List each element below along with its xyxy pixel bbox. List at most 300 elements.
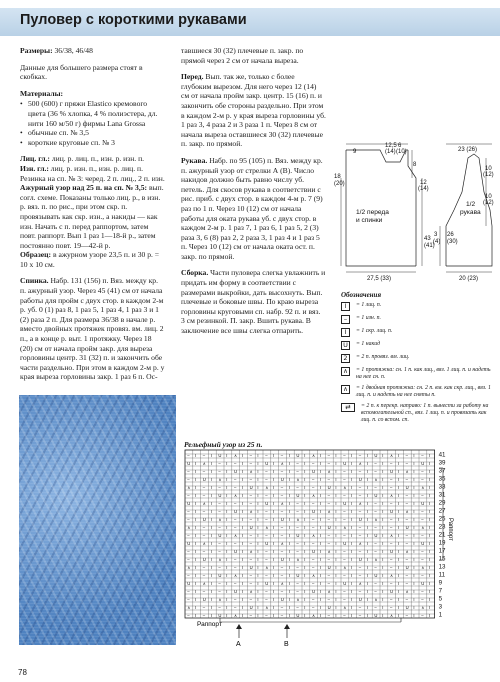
dim-top-a2: (14)	[385, 149, 396, 155]
chart-cell-symbol: I	[241, 573, 243, 578]
chart-cell-symbol: I	[226, 589, 228, 594]
chart-cell-symbol: I	[382, 501, 384, 506]
chart-cell-symbol: ∧	[202, 541, 206, 546]
knit-symbol-icon: I	[341, 302, 350, 311]
dim-top-left: 9	[353, 149, 357, 155]
sleeve-dim-r2: 10	[485, 194, 492, 200]
chart-cell-symbol: –	[343, 453, 346, 458]
chart-cell-symbol: I	[195, 477, 197, 482]
chart-cell-symbol: –	[296, 525, 299, 530]
chart-cell-symbol: –	[343, 549, 346, 554]
chart-cell-symbol: –	[296, 461, 299, 466]
chart-cell-symbol: I	[273, 581, 275, 586]
sleeve-dim-r1: 10	[485, 166, 492, 172]
chart-cell-symbol: –	[280, 469, 284, 474]
chart-cell-symbol: –	[280, 485, 284, 490]
chart-cell-symbol: –	[265, 477, 268, 482]
chart-cell-symbol: U	[249, 485, 253, 490]
chart-cell-symbol: –	[249, 613, 252, 618]
chart-row-number: 15	[438, 555, 446, 563]
chart-cell-symbol: ∧	[296, 517, 300, 522]
dim-bottom: 27,5 (33)	[367, 276, 392, 282]
chart-cell-symbol: ∧	[187, 485, 191, 490]
chart-cell-symbol: –	[265, 509, 268, 514]
chart-cell-symbol: –	[312, 541, 315, 546]
chart-cell-symbol: I	[335, 533, 337, 538]
chart-cell-symbol: I	[429, 541, 431, 546]
chart-cell-symbol: I	[226, 533, 228, 538]
chart-row-number: 17	[438, 547, 446, 555]
chart-cell-symbol: –	[265, 557, 268, 562]
chart-cell-symbol: –	[234, 461, 237, 466]
chart-row-number: 7	[438, 587, 443, 595]
chart-cell-symbol: ∧	[390, 533, 394, 538]
chart-cell-symbol: –	[234, 597, 237, 602]
chart-cell-symbol: I	[413, 541, 415, 546]
chart-cell-symbol: I	[210, 597, 212, 602]
chart-cell-symbol: I	[273, 501, 275, 506]
chart-cell-symbol: I	[288, 469, 290, 474]
chart-cell-symbol: I	[319, 533, 321, 538]
chart-cell-symbol: I	[319, 605, 321, 610]
chart-cell-symbol: ∧	[280, 541, 284, 546]
chart-cell-symbol: –	[265, 573, 268, 578]
assembly-label: Сборка.	[181, 268, 209, 278]
chart-row-number: 23	[438, 523, 446, 531]
chart-row-number: 3	[438, 603, 443, 611]
chart-cell-symbol: –	[249, 581, 252, 586]
chart-cell-symbol: I	[319, 453, 321, 458]
chart-cell-symbol: ∧	[249, 549, 253, 554]
chart-cell-symbol: I	[257, 573, 259, 578]
chart-cell-symbol: I	[273, 613, 275, 618]
body-center-label: 1/2 переда	[356, 209, 389, 216]
chart-cell-symbol: I	[210, 581, 212, 586]
chart-cell-symbol: I	[288, 573, 290, 578]
chart-cell-symbol: I	[366, 461, 368, 466]
chart-cell-symbol: –	[327, 493, 330, 498]
chart-cell-symbol: I	[397, 469, 399, 474]
chart-cell-symbol: I	[210, 573, 212, 578]
chart-cell-symbol: I	[273, 493, 275, 498]
chart-cell-symbol: –	[202, 469, 206, 474]
chart-cell-symbol: I	[288, 485, 290, 490]
chart-cell-symbol: I	[351, 477, 353, 482]
chart-cell-symbol: ∧	[280, 461, 284, 466]
chart-cell-symbol: U	[343, 501, 347, 506]
chart-cell-symbol: I	[382, 509, 384, 514]
chart-cell-symbol: I	[304, 525, 306, 530]
chart-cell-symbol: –	[421, 493, 424, 498]
chart-cell-symbol: –	[249, 493, 252, 498]
chart-cell-symbol: –	[249, 541, 252, 546]
chart-cell-symbol: –	[234, 581, 237, 586]
chart-cell-symbol: I	[429, 469, 431, 474]
chart-cell-symbol: I	[429, 549, 431, 554]
chart-cell-symbol: I	[304, 493, 306, 498]
chart-cell-symbol: I	[335, 485, 337, 490]
chart-cell-symbol: –	[421, 453, 424, 458]
chart-cell-symbol: I	[319, 549, 321, 554]
chart-cell-symbol: I	[226, 581, 228, 586]
chart-cell-symbol: I	[195, 573, 197, 578]
chart-cell-symbol: ∧	[374, 517, 378, 522]
chart-cell-symbol: U	[265, 541, 269, 546]
double-decrease-symbol-icon: ∧	[341, 385, 350, 394]
chart-cell-symbol: –	[249, 533, 252, 538]
chart-cell-symbol: I	[382, 549, 384, 554]
chart-cell-symbol: I	[429, 581, 431, 586]
chart-cell-symbol: I	[335, 557, 337, 562]
chart-cell-symbol: U	[327, 605, 331, 610]
chart-cell-symbol: I	[257, 597, 259, 602]
chart-cell-symbol: I	[304, 557, 306, 562]
chart-cell-symbol: I	[304, 541, 306, 546]
chart-cell-symbol: –	[234, 485, 237, 490]
chart-cell-symbol: –	[234, 605, 237, 610]
chart-cell-symbol: I	[319, 581, 321, 586]
chart-cell-symbol: I	[366, 453, 368, 458]
chart-cell-symbol: ∧	[187, 565, 191, 570]
chart-cell-symbol: I	[429, 533, 431, 538]
chart-cell-symbol: I	[366, 589, 368, 594]
chart-cell-symbol: U	[405, 485, 409, 490]
chart-cell-symbol: –	[358, 605, 362, 610]
chart-cell-symbol: ∧	[280, 501, 284, 506]
sleeve-center-label: 1/2	[466, 201, 476, 208]
chart-cell-symbol: ∧	[421, 565, 425, 570]
sleeve-dim-left2: (4)	[433, 239, 441, 245]
chart-cell-symbol: –	[249, 461, 252, 466]
chart-cell-symbol: I	[397, 565, 399, 570]
chart-cell-symbol: I	[273, 469, 275, 474]
chart-cell-symbol: –	[249, 573, 252, 578]
chart-cell-symbol: ∧	[312, 493, 316, 498]
chart-cell-symbol: –	[265, 493, 268, 498]
chart-cell-symbol: –	[249, 477, 252, 482]
chart-cell-symbol: I	[382, 573, 384, 578]
chart-cell-symbol: –	[312, 557, 315, 562]
dim-top-b: 6	[398, 143, 402, 149]
assembly-paragraph	[181, 268, 326, 335]
chart-cell-symbol: U	[218, 533, 222, 538]
chart-cell-symbol: –	[280, 533, 284, 538]
chart-cell-symbol: I	[429, 485, 431, 490]
chart-cell-symbol: I	[257, 517, 259, 522]
chart-cell-symbol: –	[218, 565, 221, 570]
chart-cell-symbol: –	[202, 605, 206, 610]
chart-cell-symbol: –	[312, 565, 315, 570]
chart-cell-symbol: –	[296, 549, 299, 554]
chart-cell-symbol: I	[195, 565, 197, 570]
chart-cell-symbol: –	[390, 477, 393, 482]
chart-cell-symbol: U	[280, 597, 284, 602]
chart-cell-symbol: I	[241, 453, 243, 458]
chart-cell-symbol: –	[187, 517, 190, 522]
chart-cell-symbol: U	[187, 501, 191, 506]
chart-cell-symbol: I	[382, 613, 384, 618]
chart-cell-symbol: –	[296, 589, 299, 594]
left-text-column	[20, 46, 165, 389]
chart-cell-symbol: –	[218, 589, 221, 594]
chart-cell-symbol: –	[390, 501, 393, 506]
legend-text: = 2 п. провяз. вм. лиц.	[356, 354, 410, 360]
chart-cell-symbol: I	[241, 517, 243, 522]
chart-cell-symbol: I	[366, 501, 368, 506]
chart-cell-symbol: I	[335, 509, 337, 514]
chart-cell-symbol: –	[202, 533, 206, 538]
chart-cell-symbol: I	[397, 605, 399, 610]
chart-cell-symbol: ∧	[312, 533, 316, 538]
materials-list	[20, 99, 165, 147]
legend-text: = 1 протяжка: сн. 1 п. как лиц., вяз. 1 лиц. п. и надеть на нее сн. п.	[356, 367, 491, 380]
chart-cell-symbol: –	[358, 493, 362, 498]
chart-cell-symbol: U	[202, 557, 206, 562]
chart-cell-symbol: U	[296, 613, 300, 618]
chart-cell-symbol: I	[413, 549, 415, 554]
chart-cell-symbol: –	[405, 597, 408, 602]
chart-cell-symbol: –	[187, 477, 190, 482]
chart-cell-symbol: I	[335, 565, 337, 570]
chart-cell-symbol: –	[374, 541, 377, 546]
chart-cell-symbol: U	[249, 605, 253, 610]
chart-cell-symbol: ∧	[312, 453, 316, 458]
chart-cell-symbol: I	[273, 557, 275, 562]
chart-cell-symbol: –	[374, 549, 377, 554]
chart-cell-symbol: I	[335, 501, 337, 506]
chart-cell-symbol: –	[218, 469, 221, 474]
chart-cell-symbol: I	[288, 549, 290, 554]
chart-cell-symbol: –	[343, 493, 346, 498]
chart-cell-symbol: –	[280, 525, 284, 530]
chart-cell-symbol: I	[241, 493, 243, 498]
chart-cell-symbol: I	[241, 509, 243, 514]
chart-cell-symbol: I	[382, 533, 384, 538]
chart-cell-symbol: I	[257, 589, 259, 594]
arrow-a-label: A	[236, 641, 241, 648]
chart-cell-symbol: I	[210, 485, 212, 490]
chart-cell-symbol: I	[273, 589, 275, 594]
chart-row-numbers	[439, 451, 446, 618]
chart-row-number: 19	[438, 539, 446, 547]
chart-cell-symbol: I	[382, 493, 384, 498]
chart-cell-symbol: ∧	[390, 453, 394, 458]
chart-cell-symbol: –	[280, 565, 284, 570]
chart-cell-symbol: –	[265, 589, 268, 594]
chart-cell-symbol: U	[421, 501, 425, 506]
chart-cell-symbol: –	[374, 581, 377, 586]
chart-cell-symbol: I	[335, 469, 337, 474]
chart-cell-symbol: U	[327, 485, 331, 490]
chart-cell-symbol: I	[257, 493, 259, 498]
chart-cell-symbol: ∧	[234, 453, 238, 458]
chart-cell-symbol: I	[319, 485, 321, 490]
chart-cell-symbol: –	[343, 509, 346, 514]
chart-cell-symbol: –	[358, 453, 362, 458]
chart-cell-symbol: –	[312, 605, 315, 610]
chart-cell-symbol: –	[358, 549, 362, 554]
chart-cell-symbol: U	[218, 493, 222, 498]
dim-left-a2: (20)	[334, 181, 345, 187]
chart-cell-symbol: –	[202, 493, 206, 498]
chart-cell-symbol: I	[319, 517, 321, 522]
chart-cell-symbol: U	[390, 549, 394, 554]
cross-right-symbol-icon: ⇄	[341, 403, 355, 412]
chart-cell-symbol: I	[210, 549, 212, 554]
chart-cell-symbol: I	[288, 517, 290, 522]
chart-cell-symbol: I	[319, 589, 321, 594]
chart-cell-symbol: I	[226, 565, 228, 570]
chart-cell-symbol: I	[210, 541, 212, 546]
chart-cell-symbol: I	[351, 565, 353, 570]
chart-cell-symbol: –	[421, 517, 424, 522]
chart-cell-symbol: I	[351, 573, 353, 578]
chart-cell-symbol: –	[187, 453, 190, 458]
rapport-bottom-label: Раппорт	[197, 621, 222, 628]
chart-cell-symbol: I	[195, 517, 197, 522]
chart-cell-symbol: –	[405, 453, 408, 458]
chart-cell-symbol: U	[327, 525, 331, 530]
chart-cell-symbol: –	[343, 613, 346, 618]
chart-cell-symbol: I	[273, 573, 275, 578]
chart-cell-symbol: ∧	[405, 469, 409, 474]
chart-cell-symbol: ∧	[234, 573, 238, 578]
chart-cell-symbol: –	[202, 613, 206, 618]
lace-pattern-text: вып. согл. схеме. Показаны только лиц. р., в изн. р. вяз. п. по рис., при этом скр. п. провязывать как скр. изн., а накиды — как изн. Начать с п. перед раппортом, затем повт. раппорт. Вып 1 раз 1—18-й р., затем постоянно повт. 19—42-й р.	[20, 183, 164, 250]
chart-cell-symbol: –	[249, 597, 252, 602]
chart-row-number: 9	[438, 579, 443, 587]
chart-cell-symbol: I	[366, 533, 368, 538]
chart-cell-symbol: I	[304, 597, 306, 602]
chart-cell-symbol: I	[319, 469, 321, 474]
chart-cell-symbol: –	[358, 525, 362, 530]
chart-cell-symbol: I	[351, 541, 353, 546]
chart-cell-symbol: –	[218, 541, 221, 546]
rapport-right-label: Раппорт	[447, 518, 453, 541]
sleeve-dim-left4: (30)	[447, 239, 458, 245]
sleeves-label: Рукава.	[181, 155, 208, 165]
chart-cell-symbol: –	[390, 485, 393, 490]
lace-pattern-label: Ажурный узор над 25 п. на сп. № 3,5:	[20, 183, 148, 193]
chart-cell-symbol: U	[374, 453, 378, 458]
chart-cell-symbol: I	[195, 493, 197, 498]
chart-cell-symbol: –	[312, 517, 315, 522]
chart-cell-symbol: I	[226, 469, 228, 474]
chart-cell-symbol: I	[273, 565, 275, 570]
chart-cell-symbol: I	[210, 533, 212, 538]
chart-cell-symbol: I	[335, 453, 337, 458]
chart-cell-symbol: I	[382, 589, 384, 594]
sleeve-dim-r1b: (12)	[483, 172, 494, 178]
chart-cell-symbol: –	[280, 493, 284, 498]
chart-cell-symbol: I	[195, 509, 197, 514]
chart-cell-symbol: I	[429, 589, 431, 594]
chart-cell-symbol: I	[366, 469, 368, 474]
chart-cell-symbol: ∧	[265, 485, 269, 490]
chart-cell-symbol: I	[397, 525, 399, 530]
chart-cell-symbol: –	[218, 509, 221, 514]
chart-cell-symbol: I	[397, 549, 399, 554]
chart-cell-symbol: U	[234, 469, 238, 474]
knit-swatch-photo	[19, 395, 176, 645]
chart-cell-symbol: I	[257, 469, 259, 474]
chart-cell-symbol: I	[288, 493, 290, 498]
chart-cell-symbol: I	[351, 589, 353, 594]
chart-row-number: 13	[438, 563, 446, 571]
chart-cell-symbol: I	[257, 541, 259, 546]
chart-cell-symbol: I	[319, 501, 321, 506]
chart-cell-symbol: I	[226, 557, 228, 562]
chart-cell-symbol: I	[335, 549, 337, 554]
chart-cell-symbol: U	[265, 501, 269, 506]
chart-cell-symbol: I	[195, 533, 197, 538]
chart-cell-symbol: U	[343, 581, 347, 586]
chart-cell-symbol: I	[351, 597, 353, 602]
chart-cell-symbol: ∧	[374, 597, 378, 602]
chart-cell-symbol: I	[210, 565, 212, 570]
chart-cell-symbol: I	[195, 453, 197, 458]
chart-cell-symbol: –	[327, 517, 330, 522]
chart-cell-symbol: –	[296, 485, 299, 490]
chart-cell-symbol: U	[421, 461, 425, 466]
chart-cell-symbol: I	[273, 477, 275, 482]
materials-item: • обычные сп. № 3,5	[20, 128, 165, 138]
chart-cell-symbol: I	[288, 565, 290, 570]
chart-cell-symbol: I	[195, 485, 197, 490]
chart-cell-symbol: I	[382, 541, 384, 546]
chart-cell-symbol: U	[280, 557, 284, 562]
chart-cell-symbol: –	[327, 573, 330, 578]
sleeve-dim-bottom: 20 (23)	[459, 276, 479, 282]
chart-cell-symbol: –	[280, 453, 284, 458]
chart-cell-symbol: I	[210, 469, 212, 474]
chart-cell-symbol: ∧	[234, 533, 238, 538]
chart-cell-symbol: I	[429, 461, 431, 466]
chart-cell-symbol: I	[366, 605, 368, 610]
chart-cell-symbol: I	[257, 533, 259, 538]
chart-cell-symbol: ∧	[405, 589, 409, 594]
chart-cell-symbol: I	[382, 453, 384, 458]
chart-cell-symbol: –	[280, 549, 284, 554]
chart-cell-symbol: U	[374, 613, 378, 618]
technique-lines	[20, 154, 165, 269]
chart-cell-symbol: U	[280, 477, 284, 482]
dim-right-a: 43	[424, 236, 431, 242]
chart-cell-symbol: I	[226, 501, 228, 506]
chart-cell-symbol: I	[241, 541, 243, 546]
chart-cell-symbol: –	[265, 549, 268, 554]
chart-cell-symbol: I	[195, 525, 197, 530]
chart-cell-symbol: –	[280, 613, 284, 618]
front-label: Перед.	[181, 72, 204, 82]
header-banner	[0, 8, 500, 36]
chart-cell-symbol: ∧	[405, 509, 409, 514]
chart-cell-symbol: ∧	[405, 549, 409, 554]
chart-cell-symbol: I	[335, 493, 337, 498]
chart-cell-symbol: –	[405, 541, 408, 546]
chart-cell-symbol: I	[241, 485, 243, 490]
chart-cell-symbol: I	[351, 493, 353, 498]
assembly-text: Части пуловера слегка увлажнить и придать им форму в соответствии с размерами выкройки, дать высохнуть. Вып. плечевые и боковые швы. По краю выреза горловины круговыми сп. набр. 92 п. и вяз. 3 см резинкой. П. закр. Вшить рукава. В заключение все швы слегка отпарить.	[181, 268, 326, 336]
chart-cell-symbol: I	[382, 517, 384, 522]
chart-cell-symbol: –	[187, 509, 190, 514]
chart-cell-symbol: I	[210, 605, 212, 610]
chart-cell-symbol: –	[234, 565, 237, 570]
chart-cell-symbol: ∧	[390, 493, 394, 498]
chart-cell-symbol: I	[241, 525, 243, 530]
chart-cell-symbol: I	[257, 557, 259, 562]
chart-cell-symbol: I	[429, 525, 431, 530]
